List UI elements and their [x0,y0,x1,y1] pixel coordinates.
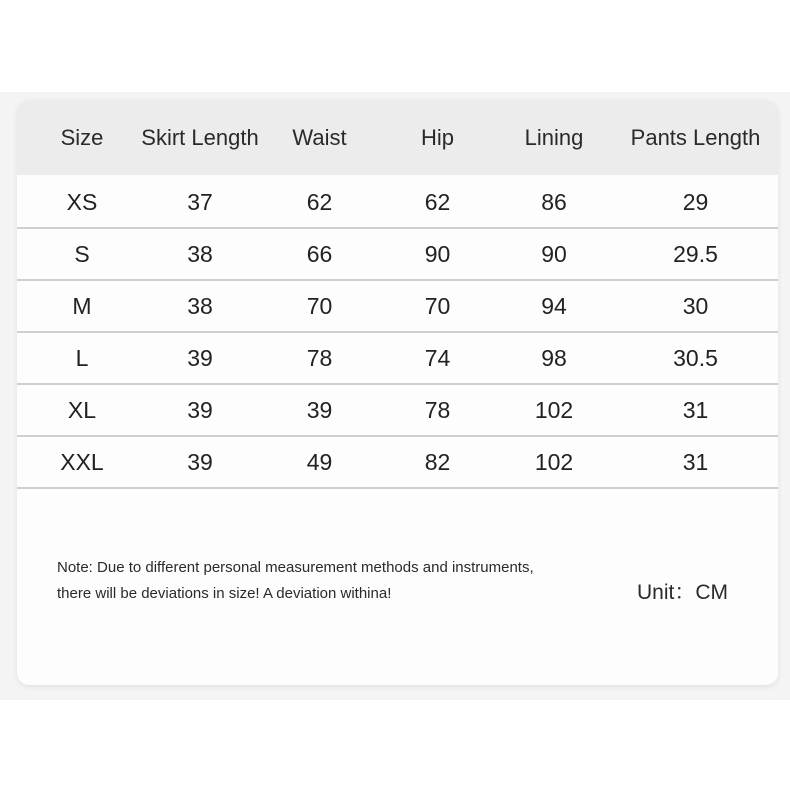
header-size: Size [60,124,104,150]
cell-waist: 49 [306,448,333,475]
cell-skirt-length: 37 [187,188,213,215]
cell-skirt-length: 39 [187,448,213,475]
cell-waist: 66 [306,240,333,267]
cell-hip: 74 [424,344,451,371]
cell-pants-length: 31 [682,396,709,423]
header-skirt-length: Skirt Length [141,124,259,150]
cell-skirt-length: 39 [187,396,213,423]
cell-hip: 82 [424,448,451,475]
cell-lining: 90 [541,240,567,267]
header-pants-length: Pants Length [630,124,761,150]
cell-lining: 98 [541,344,567,371]
cell-lining: 94 [541,292,567,319]
cell-waist: 78 [306,344,333,371]
table-row [17,177,778,229]
table-header [17,100,778,175]
cell-hip: 90 [424,240,451,267]
cell-hip: 62 [424,188,451,215]
cell-waist: 62 [306,188,333,215]
cell-hip: 70 [424,292,451,319]
table-row [17,281,778,333]
cell-waist: 70 [306,292,333,319]
cell-pants-length: 29 [682,188,709,215]
cell-lining: 86 [541,188,567,215]
cell-skirt-length: 39 [187,344,213,371]
header-lining: Lining [524,124,584,150]
cell-lining: 102 [534,396,574,423]
cell-pants-length: 30 [682,292,709,319]
cell-waist: 39 [306,396,333,423]
cell-skirt-length: 38 [187,240,213,267]
cell-size: XXL [60,448,104,475]
cell-lining: 102 [534,448,574,475]
cell-size: M [72,292,92,319]
cell-size: XL [67,396,97,423]
table-row [17,437,778,489]
cell-size: L [75,344,89,371]
cell-pants-length: 31 [682,448,709,475]
note-line-1: Note: Due to different personal measurement methods and instruments, [57,559,534,576]
cell-skirt-length: 38 [187,292,213,319]
cell-pants-length: 29.5 [673,240,718,267]
table-row [17,229,778,281]
measurement-note [57,555,617,607]
cell-size: S [74,240,90,267]
table-row [17,385,778,437]
cell-size: XS [66,188,98,215]
cell-hip: 78 [424,396,451,423]
note-line-2: there will be deviations in size! A deviation withina! [57,585,392,602]
unit-label: Unit：CM [637,581,729,604]
table-row [17,333,778,385]
header-hip: Hip [420,124,454,150]
cell-pants-length: 30.5 [673,344,718,371]
header-waist: Waist [292,124,347,150]
size-chart-card [17,100,778,685]
